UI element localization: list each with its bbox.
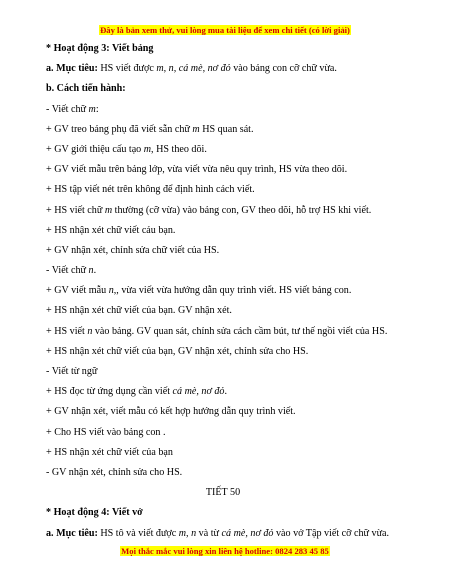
text: + GV giới thiệu cấu tạo	[46, 143, 144, 155]
text: ,, vừa viết vừa hướng dẫn quy trình viết. HS viết bảng con.	[113, 285, 352, 297]
step-line: + HS nhận xét chữ viết của bạn, GV nhận xét, chỉnh sửa cho HS.	[46, 345, 309, 357]
step-line: + HS tập viết nét trên không để định hình cách viết.	[46, 184, 255, 196]
step-line: + Cho HS viết vào bảng con .	[46, 426, 166, 438]
activity-4-heading	[46, 503, 400, 523]
text: - Viết chữ	[46, 103, 89, 115]
step-line: + HS nhận xét chữ viết của bạn. GV nhận xét.	[46, 305, 232, 317]
step-line	[46, 201, 400, 221]
step-line	[46, 281, 400, 301]
step-line: + HS nhận xét chữ viết của bạn	[46, 446, 173, 458]
hotline-banner	[0, 546, 450, 557]
text: + HS viết chữ	[46, 204, 105, 216]
step-line	[46, 120, 400, 140]
procedure-heading	[46, 79, 400, 99]
preview-notice-text: Đây là bản xem thử, vui lòng mua tài liệu để xem chi tiết (có lời giải)	[100, 25, 350, 35]
words: cá mè, nơ đỏ	[172, 386, 225, 398]
letters: m, n	[178, 527, 197, 539]
procedure-label: b. Cách tiến hành:	[46, 83, 126, 95]
objective-text: HS viết được	[97, 63, 157, 75]
step-write-words: - Viết từ ngữ	[46, 366, 98, 378]
text: + GV viết mẫu	[46, 285, 109, 297]
lesson-content	[46, 39, 400, 544]
step-line: - GV nhận xét, chỉnh sửa cho HS.	[46, 466, 183, 478]
text: :	[95, 103, 99, 115]
text: + GV treo bảng phụ đã viết sẵn chữ	[46, 123, 193, 135]
text: - Viết chữ	[46, 265, 89, 277]
letter: m	[192, 123, 200, 135]
step-line	[46, 322, 400, 342]
text: thường (cỡ vừa) vào bảng con, GV theo dõi, hỗ trợ HS khi viết.	[112, 204, 372, 216]
text: và từ	[196, 527, 222, 539]
text: .	[93, 265, 97, 277]
text: .	[224, 386, 227, 398]
step-line	[46, 140, 400, 160]
hotline-text: Mọi thắc mắc vui lòng xin liên hệ hotline: 0824 283 45 85	[121, 546, 329, 556]
step-line: + GV viết mẫu trên bảng lớp, vừa viết vừa nêu quy trình, HS vừa theo dõi.	[46, 164, 348, 176]
step-write-n	[46, 261, 400, 281]
text: + HS đọc từ ứng dụng cần viết	[46, 386, 173, 398]
objective-label: a. Mục tiêu:	[46, 63, 98, 75]
text: vào vở Tập viết cỡ chữ vừa.	[273, 527, 390, 539]
step-line: + GV nhận xét, chỉnh sửa chữ viết của HS.	[46, 244, 220, 256]
step-write-m	[46, 100, 400, 120]
objective-words: m, n, cá mè, nơ đỏ	[156, 63, 231, 75]
text: HS quan sát.	[199, 123, 254, 135]
objective-line	[46, 59, 400, 79]
letter: m	[104, 204, 113, 216]
preview-notice-banner	[0, 25, 450, 36]
text: , HS theo dõi.	[151, 143, 207, 155]
text: vào bảng. GV quan sát, chỉnh sửa cách cầm bút, tư thế ngồi viết của HS.	[92, 325, 388, 337]
letter: m	[88, 103, 96, 115]
activity-4-title: * Hoạt động 4: Viết vở	[46, 507, 143, 519]
period-heading: TIẾT 50	[205, 487, 241, 499]
activity-3-title: * Hoạt động 3: Viết bảng	[46, 43, 154, 54]
objective-text-end: vào bảng con cỡ chữ vừa.	[230, 63, 337, 75]
words: cá mè, nơ đỏ	[221, 527, 274, 539]
step-line: + HS nhận xét chữ viết cảu bạn.	[46, 224, 176, 236]
objective-line-2	[46, 524, 400, 544]
text: + HS viết	[46, 325, 88, 337]
step-line	[46, 382, 400, 402]
activity-3-heading	[46, 39, 400, 59]
objective-label: a. Mục tiêu:	[46, 527, 98, 539]
letter: m	[143, 143, 152, 155]
step-line: + GV nhận xét, viết mẫu có kết hợp hướng dẫn quy trình viết.	[46, 406, 296, 418]
text: HS tô và viết được	[97, 527, 179, 539]
letter: n	[108, 285, 114, 297]
letter: n	[87, 325, 93, 337]
letter: n	[88, 265, 94, 277]
